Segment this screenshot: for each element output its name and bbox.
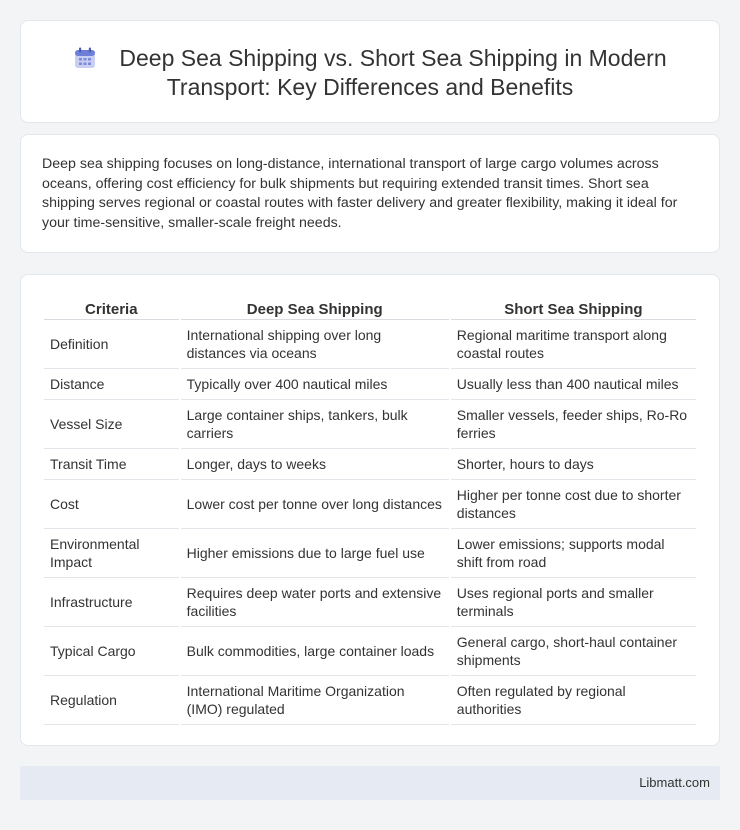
intro-card — [20, 134, 720, 253]
short-sea-cell: General cargo, short-haul container shipments — [451, 627, 696, 676]
deep-sea-cell: Higher emissions due to large fuel use — [181, 529, 449, 578]
page-title: Deep Sea Shipping vs. Short Sea Shipping in Modern Transport: Key Differences and Benefits — [119, 45, 667, 100]
comparison-table — [42, 296, 698, 725]
table-row — [44, 529, 696, 578]
calendar-icon — [73, 46, 97, 70]
deep-sea-cell: International shipping over long distances via oceans — [181, 320, 449, 369]
criteria-cell: Distance — [44, 369, 179, 400]
criteria-cell: Definition — [44, 320, 179, 369]
deep-sea-cell: Longer, days to weeks — [181, 449, 449, 480]
deep-sea-cell: Large container ships, tankers, bulk carriers — [181, 400, 449, 449]
comparison-card — [20, 274, 720, 746]
short-sea-cell: Usually less than 400 nautical miles — [451, 369, 696, 400]
deep-sea-cell: Typically over 400 nautical miles — [181, 369, 449, 400]
table-row — [44, 449, 696, 480]
header-short-sea: Short Sea Shipping — [451, 296, 696, 320]
deep-sea-cell: Bulk commodities, large container loads — [181, 627, 449, 676]
header-deep-sea: Deep Sea Shipping — [181, 296, 449, 320]
short-sea-cell: Uses regional ports and smaller terminals — [451, 578, 696, 627]
table-row — [44, 400, 696, 449]
criteria-cell: Transit Time — [44, 449, 179, 480]
deep-sea-cell: Requires deep water ports and extensive facilities — [181, 578, 449, 627]
criteria-cell: Regulation — [44, 676, 179, 725]
short-sea-cell: Shorter, hours to days — [451, 449, 696, 480]
short-sea-cell: Lower emissions; supports modal shift from road — [451, 529, 696, 578]
table-row — [44, 627, 696, 676]
footer-brand: Libmatt.com — [639, 775, 710, 790]
criteria-cell: Vessel Size — [44, 400, 179, 449]
criteria-cell: Typical Cargo — [44, 627, 179, 676]
table-row — [44, 578, 696, 627]
footer-bar — [20, 766, 720, 800]
page-title-wrap — [21, 44, 719, 102]
short-sea-cell: Regional maritime transport along coastal routes — [451, 320, 696, 369]
short-sea-cell: Higher per tonne cost due to shorter distances — [451, 480, 696, 529]
short-sea-cell: Smaller vessels, feeder ships, Ro-Ro ferries — [451, 400, 696, 449]
deep-sea-cell: Lower cost per tonne over long distances — [181, 480, 449, 529]
intro-paragraph: Deep sea shipping focuses on long-distance, international transport of large cargo volumes across oceans, offering cost efficiency for bulk shipments but requiring extended transit times. Short sea shipping serves regional or coastal routes with faster delivery and greater flexibility, making it ideal for your time-sensitive, smaller-scale freight needs. — [42, 156, 678, 231]
table-row — [44, 676, 696, 725]
criteria-cell: Cost — [44, 480, 179, 529]
table-row — [44, 369, 696, 400]
table-row — [44, 320, 696, 369]
table-row — [44, 480, 696, 529]
table-header-row — [44, 296, 696, 320]
deep-sea-cell: International Maritime Organization (IMO) regulated — [181, 676, 449, 725]
short-sea-cell: Often regulated by regional authorities — [451, 676, 696, 725]
criteria-cell: Infrastructure — [44, 578, 179, 627]
criteria-cell: Environmental Impact — [44, 529, 179, 578]
title-card — [20, 20, 720, 123]
header-criteria: Criteria — [44, 296, 179, 320]
